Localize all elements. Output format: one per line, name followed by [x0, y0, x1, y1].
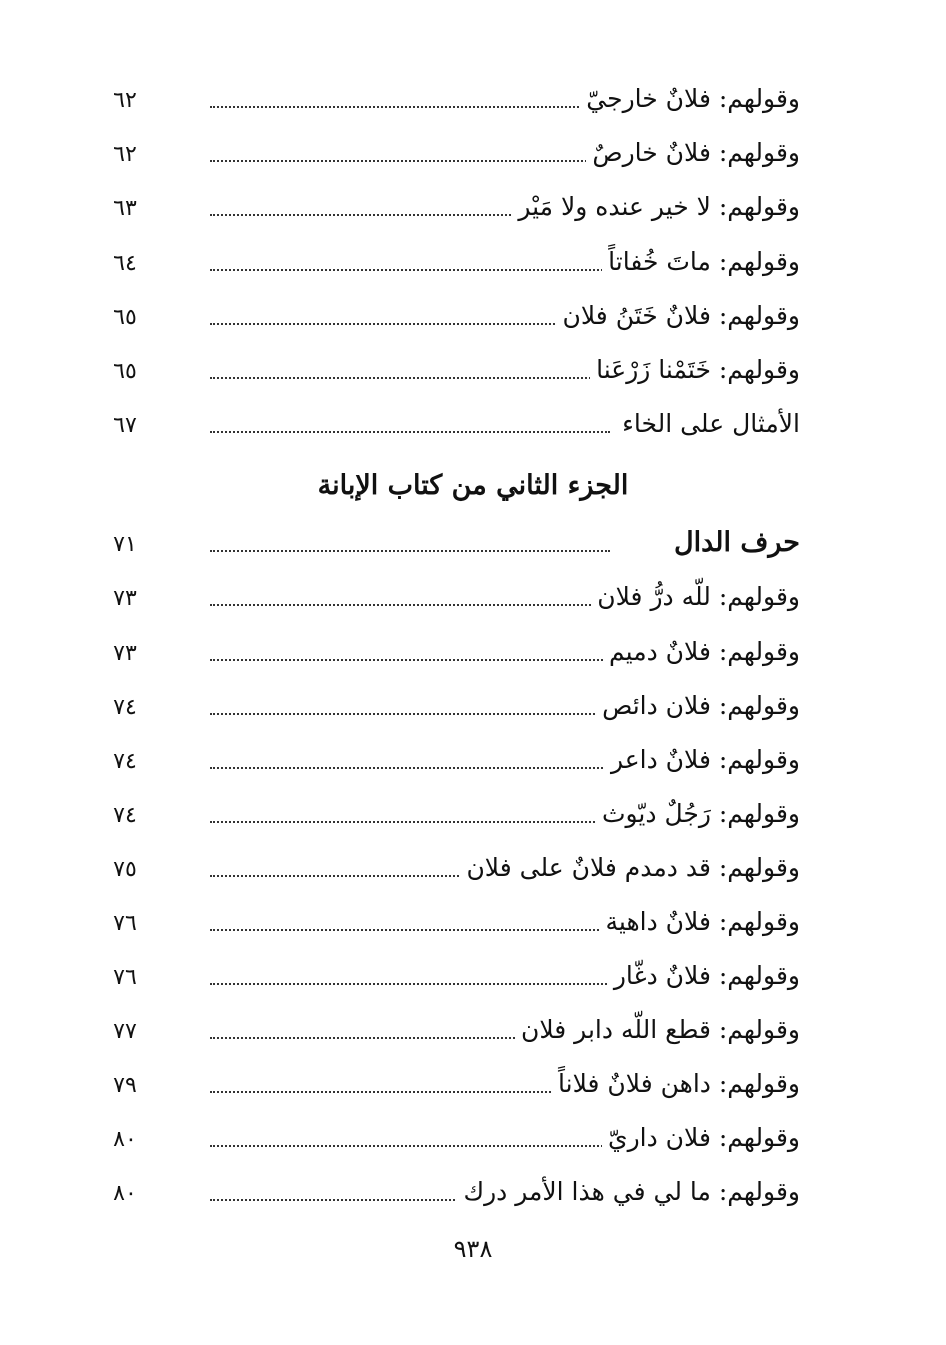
toc-page-number: ٧٩	[113, 1073, 137, 1098]
toc-entry-text: وقولهم: فلانٌ دغّار	[608, 959, 800, 993]
toc-entry-text: وقولهم: خَتَمْنا زَرْعَنا	[590, 353, 800, 387]
toc-page-number: ٨٠	[113, 1181, 137, 1206]
leader-dots	[210, 659, 610, 661]
toc-entry	[100, 134, 800, 178]
toc-entry-text: وقولهم: فلانٌ دميم	[603, 635, 800, 669]
toc-page-number: ٦٣	[113, 196, 137, 221]
toc-entry-text: وقولهم: فلانٌ خارجيّ	[580, 82, 800, 116]
toc-page-number: ٦٤	[113, 251, 137, 276]
leader-dots	[210, 431, 610, 433]
toc-entry	[100, 795, 800, 839]
toc-entry-text: وقولهم: ما لي في هذا الأمر درك	[457, 1175, 800, 1209]
toc-page-number: ٧٧	[113, 1019, 137, 1044]
section-title: الجزء الثاني من كتاب الإبانة	[317, 470, 629, 501]
toc-entry-text: وقولهم: قد دمدم فلانٌ على فلان	[460, 851, 800, 885]
toc-entry	[100, 1065, 800, 1109]
toc-entry-text: وقولهم: رَجُلٌ ديّوث	[596, 797, 800, 831]
toc-entry-text: وقولهم: ماتَ خُفاتاً	[602, 245, 800, 279]
toc-entry-text: الأمثال على الخاء	[616, 407, 800, 441]
toc-heading-entry	[100, 524, 800, 568]
toc-entry	[100, 243, 800, 287]
toc-entry	[100, 957, 800, 1001]
leader-dots	[210, 550, 610, 552]
toc-heading-text: حرف الدال	[668, 526, 800, 560]
leader-dots	[210, 323, 610, 325]
toc-page-number: ٧٦	[113, 911, 137, 936]
toc-entry	[100, 849, 800, 893]
toc-entry-text: وقولهم: قطع اللّه دابر فلان	[515, 1013, 800, 1047]
toc-entry	[100, 687, 800, 731]
toc-entry	[100, 578, 800, 622]
toc-entry-text: وقولهم: داهن فلانٌ فلاناً	[552, 1067, 800, 1101]
toc-entry-text: وقولهم: فلان دائص	[596, 689, 800, 723]
toc-entry	[100, 188, 800, 232]
toc-page-number: ٧٣	[113, 586, 137, 611]
toc-page-number: ٧٤	[113, 803, 137, 828]
toc-entry	[100, 741, 800, 785]
toc-entry	[100, 903, 800, 947]
leader-dots	[210, 767, 610, 769]
toc-page-number: ٧٥	[113, 857, 137, 882]
toc-entry	[100, 1011, 800, 1055]
toc-entry	[100, 80, 800, 124]
toc-page-number: ٧٤	[113, 749, 137, 774]
toc-page-number: ٦٢	[113, 88, 137, 113]
toc-page-number: ٧١	[113, 532, 137, 557]
toc-entry	[100, 633, 800, 677]
leader-dots	[210, 269, 610, 271]
footer-page-number: ٩٣٨	[453, 1235, 493, 1263]
leader-dots	[210, 821, 610, 823]
toc-page-number: ٦٧	[113, 413, 137, 438]
toc-entry-text: وقولهم: لا خير عنده ولا مَيْر	[512, 190, 800, 224]
leader-dots	[210, 160, 610, 162]
toc-page-number: ٧٦	[113, 965, 137, 990]
leader-dots	[210, 983, 610, 985]
toc-entry	[100, 1173, 800, 1217]
toc-entry-text: وقولهم: فلانٌ خارصٌ	[586, 136, 800, 170]
toc-entry-text: وقولهم: فلانٌ خَتَنُ فلان	[557, 299, 800, 333]
leader-dots	[210, 604, 610, 606]
toc-entry	[100, 405, 800, 449]
toc-page-number: ٧٤	[113, 695, 137, 720]
toc-entry	[100, 351, 800, 395]
toc-page-number: ٨٠	[113, 1127, 137, 1152]
leader-dots	[210, 1145, 610, 1147]
toc-entry-text: وقولهم: فلانٌ داهية	[600, 905, 800, 939]
leader-dots	[210, 713, 610, 715]
toc-entry	[100, 1119, 800, 1163]
toc-entry	[100, 297, 800, 341]
leader-dots	[210, 106, 610, 108]
leader-dots	[210, 1091, 610, 1093]
toc-page-number: ٦٥	[113, 359, 137, 384]
toc-page-number: ٧٣	[113, 641, 137, 666]
toc-entry-text: وقولهم: للّه درُّ فلان	[591, 580, 800, 614]
toc-entry-text: وقولهم: فلانٌ داعر	[605, 743, 800, 777]
leader-dots	[210, 929, 610, 931]
toc-entry-text: وقولهم: فلان داريّ	[602, 1121, 800, 1155]
leader-dots	[210, 377, 610, 379]
toc-page-number: ٦٥	[113, 305, 137, 330]
toc-page-number: ٦٢	[113, 142, 137, 167]
